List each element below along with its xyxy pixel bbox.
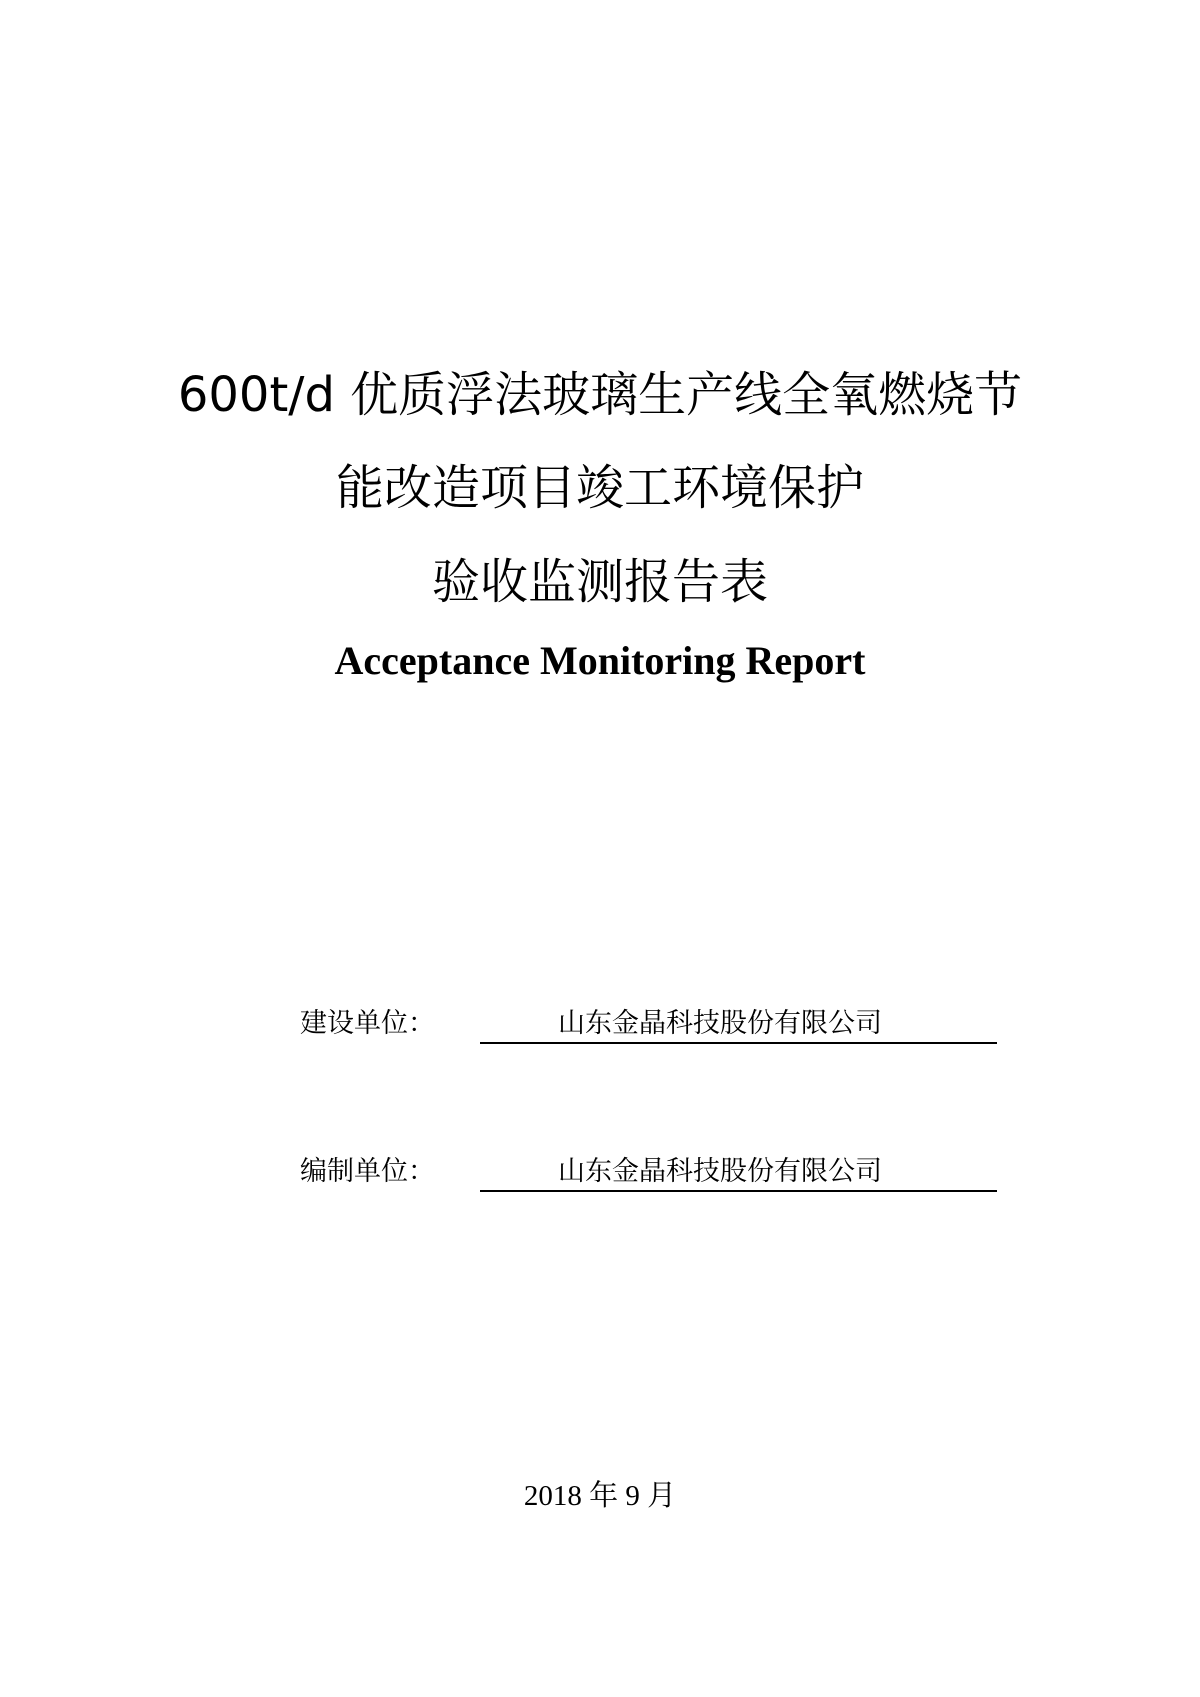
compiling-unit-field [480,1152,997,1192]
title-line-2: 能改造项目竣工环境保护 [335,460,864,516]
construction-unit-label: 建设单位： [300,1008,435,1039]
construction-unit-field [480,1004,997,1044]
english-subtitle: Acceptance Monitoring Report [334,638,866,683]
construction-unit-row [300,1004,1000,1044]
compiling-unit-row [300,1152,1000,1192]
title-line-1: 600t/d 优质浮法玻璃生产线全氧燃烧节 [177,367,1023,423]
compiling-unit-value: 山东金晶科技股份有限公司 [558,1156,882,1187]
title-line-3: 验收监测报告表 [431,554,768,610]
report-date: 2018 年 9 月 [523,1480,677,1512]
compiling-unit-label: 编制单位： [300,1156,435,1187]
construction-unit-value: 山东金晶科技股份有限公司 [558,1008,882,1039]
